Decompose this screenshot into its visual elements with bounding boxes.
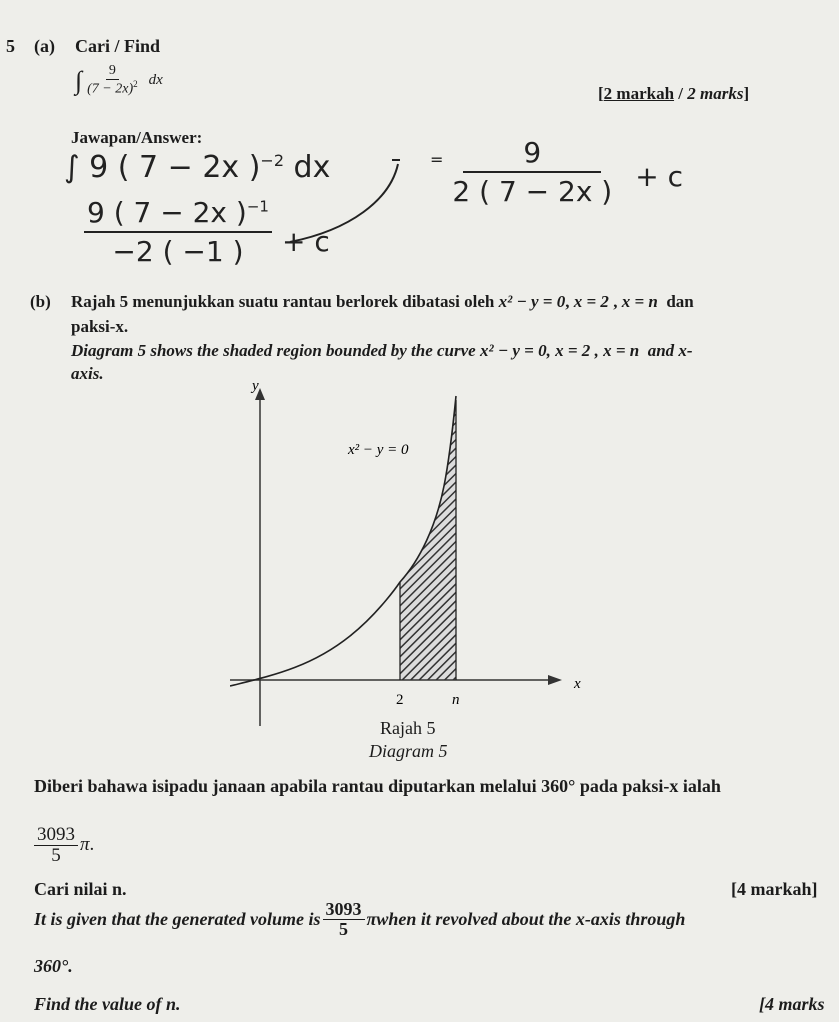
eq-xn-en: x = n — [603, 341, 640, 360]
tick-label-n: n — [452, 692, 460, 708]
hw-result-den: 2 ( 7 − 2x ) — [452, 175, 613, 209]
y-axis-label: y — [252, 378, 259, 394]
ask-en: Find the value of n. — [34, 994, 181, 1014]
part-b-text-ms-2: paksi-x. — [71, 317, 129, 336]
given-en-1: It is given that the generated volume is — [34, 908, 321, 929]
hw-line2-num: 9 ( 7 − 2x ) — [87, 196, 247, 229]
part-a-label: (a) — [34, 36, 55, 56]
part-b-text-en: Diagram 5 shows the shaded region bounded by the curve x² − y = 0, x = 2 , x = n and x- — [71, 341, 693, 360]
integrand-power: 2 — [133, 78, 138, 89]
given-en — [34, 900, 685, 939]
and-ms: dan — [666, 292, 694, 311]
eq-x2-en: x = 2 — [555, 341, 591, 360]
curve-label: x² − y = 0 — [348, 442, 409, 458]
hw-line1-power: −2 — [260, 151, 284, 170]
volume-en-pi: π — [366, 908, 377, 929]
integrand-denominator: (7 − 2x) — [87, 81, 134, 97]
hw-result-num: 9 — [463, 138, 601, 173]
answer-label: Jawapan/Answer: — [71, 128, 203, 147]
hw-line2-power: −1 — [246, 197, 269, 216]
x-axis-label: x — [574, 676, 581, 692]
diagram-caption-ms: Rajah 5 — [380, 718, 436, 738]
volume-en-num: 3093 — [323, 900, 365, 920]
integral-expression — [75, 64, 163, 97]
x-axis-arrow — [548, 675, 562, 685]
volume-fraction — [34, 825, 78, 866]
hw-line1-main: ∫ 9 ( 7 − 2x ) — [64, 150, 261, 185]
marks-en: 2 marks — [687, 84, 744, 103]
eq-curve-en: x² − y = 0 — [479, 341, 547, 360]
tick-label-2: 2 — [396, 692, 404, 708]
volume-num: 3093 — [34, 825, 78, 846]
volume-period: . — [89, 834, 95, 856]
given-en-2: when it revolved about the x-axis through — [376, 908, 686, 929]
eq-xn-ms: x = n — [621, 292, 658, 311]
marks-separator: / — [674, 84, 688, 103]
marks-4-ms: [4 markah] — [731, 879, 818, 899]
hw-result-equals: = — [430, 149, 444, 169]
eq-curve-ms: x² − y = 0 — [498, 292, 566, 311]
integrand-fraction — [84, 64, 141, 97]
volume-den: 5 — [51, 844, 61, 866]
part-b-ms-1: Rajah 5 menunjukkan suatu rantau berlorek dibatasi oleh — [71, 292, 499, 311]
angle-en: 360°. — [34, 956, 73, 976]
marks-ms: 2 markah — [603, 84, 675, 103]
hw-line2-den: −2 ( −1 ) — [112, 235, 244, 269]
and-en: and x- — [647, 341, 693, 360]
hw-line2-plus-c: + c — [281, 224, 330, 258]
hw-line2-fraction — [84, 198, 272, 267]
integral-dx: dx — [148, 72, 163, 89]
marks-4-en: [4 marks — [759, 994, 825, 1014]
eq-x2-ms: x = 2 — [573, 292, 609, 311]
volume-fraction-ms — [34, 825, 94, 866]
ask-ms: Cari nilai n. — [34, 879, 127, 899]
part-a-instruction: Cari / Find — [75, 36, 161, 56]
hw-result-fraction — [449, 138, 615, 207]
integrand-numerator: 9 — [106, 64, 119, 80]
diagram-5 — [230, 376, 610, 736]
part-b-text-ms: Rajah 5 menunjukkan suatu rantau berlorek dibatasi oleh x² − y = 0, x = 2 , x = n dan — [71, 292, 694, 311]
diagram-caption-en: Diagram 5 — [369, 741, 448, 761]
hw-result-plus-c: + c — [635, 159, 683, 193]
question-number: 5 — [6, 36, 15, 56]
part-b-en-1: Diagram 5 shows the shaded region bounded by the curve — [71, 341, 480, 360]
volume-en-den: 5 — [339, 918, 348, 939]
handwritten-result — [430, 138, 683, 207]
volume-fraction-en — [323, 900, 365, 939]
integral-sign: ∫ — [75, 65, 83, 95]
hw-line1-dx: dx — [284, 150, 331, 185]
volume-pi: π — [80, 834, 90, 856]
part-a-marks: [2 markah / 2 marks] — [598, 84, 750, 103]
given-ms: Diberi bahawa isipadu janaan apabila rantau diputarkan melalui 360° pada paksi-x ialah — [34, 776, 721, 796]
part-b-text-en-2: axis. — [71, 364, 104, 383]
part-b-label: (b) — [30, 292, 51, 311]
